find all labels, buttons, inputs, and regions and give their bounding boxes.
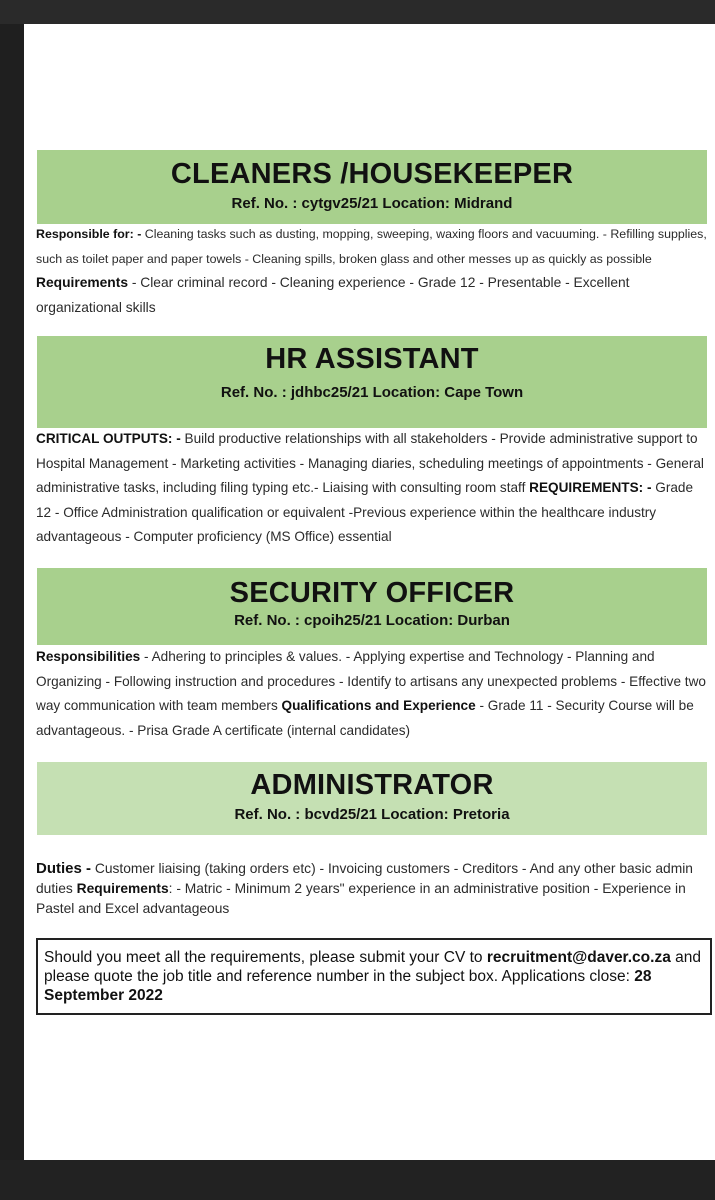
job-description-hr-assistant <box>36 427 711 550</box>
section-text: - Adhering to principles & values. - Applying expertise and Technology - Planning and Organizing - Following instruction and procedures - Identify to artisans any unexpected problems - Effective two way communication with team members <box>36 649 706 713</box>
application-email: recruitment@daver.co.za <box>486 949 671 966</box>
section-label: Duties - <box>36 860 92 877</box>
application-instructions-box <box>36 938 712 1015</box>
section-label: Qualifications and Experience <box>281 698 476 713</box>
section-label: Requirements <box>76 881 169 896</box>
section-label: Requirements <box>36 275 129 290</box>
section-text: Grade 12 - Office Administration qualification or equivalent -Previous experience within the healthcare industry advantageous - Computer proficiency (MS Office) essential <box>36 480 694 544</box>
top-dark-bar <box>0 0 715 24</box>
job-banner-cleaners <box>37 150 707 224</box>
job-title: CLEANERS /HOUSEKEEPER <box>170 158 574 190</box>
section-label: REQUIREMENTS: - <box>529 480 652 495</box>
application-text: Should you meet all the requirements, please submit your CV to <box>44 949 487 966</box>
job-title: ADMINISTRATOR <box>250 769 494 801</box>
job-reference: Ref. No. : jdhbc25/21 Location: Cape Town <box>220 384 524 401</box>
section-text: - Clear criminal record - Cleaning experience - Grade 12 - Presentable - Excellent organizational skills <box>36 275 630 315</box>
job-description-administrator <box>36 859 711 919</box>
application-deadline: 28 September 2022 <box>44 968 652 1004</box>
section-text: Build productive relationships with all stakeholders - Provide administrative support to Hospital Management - Marketing activities - Managing diaries, scheduling meetings of appointments - General administrative tasks, including filing typing etc.- Liaising with consulting room staff <box>36 431 704 495</box>
job-reference: Ref. No. : cpoih25/21 Location: Durban <box>234 612 510 629</box>
bottom-dark-bar <box>0 1160 715 1200</box>
section-text: : - Matric - Minimum 2 years" experience in an administrative position - Experience in Pastel and Excel advantageous <box>36 881 686 916</box>
job-reference: Ref. No. : bcvd25/21 Location: Pretoria <box>234 806 510 823</box>
job-reference: Ref. No. : cytgv25/21 Location: Midrand <box>231 195 513 212</box>
job-banner-security-officer <box>37 568 707 645</box>
job-title: HR ASSISTANT <box>265 343 479 375</box>
section-text: - Grade 11 - Security Course will be advantageous. - Prisa Grade A certificate (internal candidates) <box>36 698 694 738</box>
section-text: Cleaning tasks such as dusting, mopping, sweeping, waxing floors and vacuuming. - Refilling supplies, such as toilet paper and paper towels - Cleaning spills, broken glass and other messes up as quickly as possible <box>36 227 707 266</box>
job-banner-administrator <box>37 762 707 835</box>
application-text: and please quote the job title and reference number in the subject box. Applications close: <box>44 949 701 985</box>
job-advert-page <box>24 24 715 1160</box>
job-description-security-officer <box>36 645 711 743</box>
section-label: Responsible for: - <box>36 227 142 241</box>
job-description-cleaners <box>36 222 711 320</box>
section-text: Customer liaising (taking orders etc) - Invoicing customers - Creditors - And any other basic admin duties <box>36 861 693 896</box>
section-label: CRITICAL OUTPUTS: - <box>36 431 181 446</box>
job-banner-hr-assistant <box>37 336 707 428</box>
job-title: SECURITY OFFICER <box>229 577 515 609</box>
section-label: Responsibilities <box>36 649 141 664</box>
